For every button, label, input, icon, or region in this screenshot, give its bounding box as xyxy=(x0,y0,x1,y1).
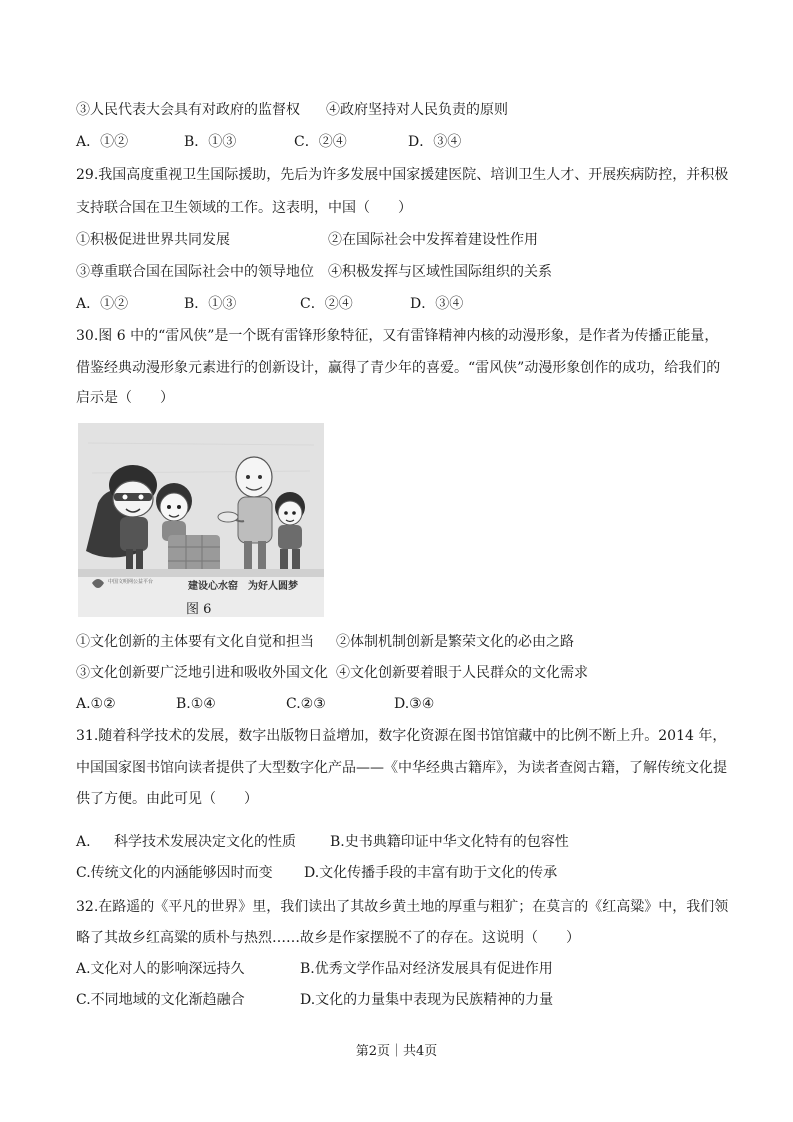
q32-option-c: C.不同地域的文化渐趋融合 xyxy=(76,992,245,1008)
q32-option-a: A.文化对人的影响深远持久 xyxy=(76,961,245,977)
q28-option-b: B．①③ xyxy=(184,134,237,150)
q32-option-d: D.文化的力量集中表现为民族精神的力量 xyxy=(300,992,554,1008)
q29-stem-line-1: 29.我国高度重视卫生国际援助，先后为许多发展中国家援建医院、培训卫生人才、开展疾病防控，并积极 xyxy=(76,167,729,183)
q30-option-b: B.①④ xyxy=(176,696,216,712)
q29-option-b: B．①③ xyxy=(184,296,237,312)
q32-option-b: B.优秀文学作品对经济发展具有促进作用 xyxy=(300,961,553,977)
q31-option-a-label: A. xyxy=(76,834,91,850)
q31-option-c: C.传统文化的内涵能够因时而变 xyxy=(76,865,273,881)
q28-statement-3: ③人民代表大会具有对政府的监督权 xyxy=(76,102,300,118)
q32-stem-line-2: 略了其故乡红高粱的质朴与热烈……故乡是作家摆脱不了的存在。这说明（ ） xyxy=(76,930,580,946)
q31-stem-line-3: 供了方便。由此可见（ ） xyxy=(76,791,258,807)
q31-option-b: B.史书典籍印证中华文化特有的包容性 xyxy=(330,834,569,850)
q30-option-d: D.③④ xyxy=(394,696,435,712)
q31-stem-line-2: 中国国家图书馆向读者提供了大型数字化产品——《中华经典古籍库》，为读者查阅古籍，了解传统文化提 xyxy=(76,760,727,776)
figure-logo-text: 中国文明网公益平台 xyxy=(108,579,154,585)
q29-stem-line-2: 支持联合国在卫生领域的工作。这表明，中国（ ） xyxy=(76,200,412,216)
page-footer: 第2页｜共4页 xyxy=(355,1044,438,1059)
q31-stem-line-1: 31.随着科学技术的发展，数字出版物日益增加，数字化资源在图书馆馆藏中的比例不断上升。2014 年， xyxy=(76,728,727,744)
q30-option-c: C.②③ xyxy=(286,696,326,712)
q29-statement-1: ①积极促进世界共同发展 xyxy=(76,232,230,248)
q28-option-a: A．①② xyxy=(76,134,129,150)
cartoon-figure-6 xyxy=(78,423,324,617)
q29-option-a: A．①② xyxy=(76,296,129,312)
q30-statement-1: ①文化创新的主体要有文化自觉和担当 xyxy=(76,634,314,650)
q28-option-d: D．③④ xyxy=(408,134,462,150)
q30-statement-4: ④文化创新要着眼于人民群众的文化需求 xyxy=(336,665,588,681)
figure-caption: 图 6 xyxy=(186,602,212,617)
q30-statement-2: ②体制机制创新是繁荣文化的必由之路 xyxy=(336,634,574,650)
q29-statement-4: ④积极发挥与区域性国际组织的关系 xyxy=(328,264,552,280)
q30-statement-3: ③文化创新要广泛地引进和吸收外国文化 xyxy=(76,665,328,681)
q29-option-d: D．③④ xyxy=(410,296,464,312)
figure-banner-text: 建设心水窑 为好人圆梦 xyxy=(188,581,298,592)
q31-option-a: 科学技术发展决定文化的性质 xyxy=(114,834,296,850)
q31-option-d: D.文化传播手段的丰富有助于文化的传承 xyxy=(304,865,558,881)
q32-stem-line-1: 32.在路遥的《平凡的世界》里，我们读出了其故乡黄土地的厚重与粗犷；在莫言的《红高粱》中，我们领 xyxy=(76,899,729,915)
q28-option-c: C．②④ xyxy=(294,134,347,150)
q30-stem-line-3: 启示是（ ） xyxy=(76,390,174,406)
q30-option-a: A.①② xyxy=(76,696,116,712)
q30-stem-line-1: 30.图 6 中的“雷风侠”是一个既有雷锋形象特征，又有雷锋精神内核的动漫形象，是作者为传播正能量， xyxy=(76,328,719,344)
q28-statement-4: ④政府坚持对人民负责的原则 xyxy=(326,102,508,118)
q29-option-c: C．②④ xyxy=(300,296,353,312)
q30-stem-line-2: 借鉴经典动漫形象元素进行的创新设计，赢得了青少年的喜爱。“雷风侠”动漫形象创作的成功，给我们的 xyxy=(76,360,721,376)
q29-statement-3: ③尊重联合国在国际社会中的领导地位 xyxy=(76,264,314,280)
q29-statement-2: ②在国际社会中发挥着建设性作用 xyxy=(328,232,538,248)
